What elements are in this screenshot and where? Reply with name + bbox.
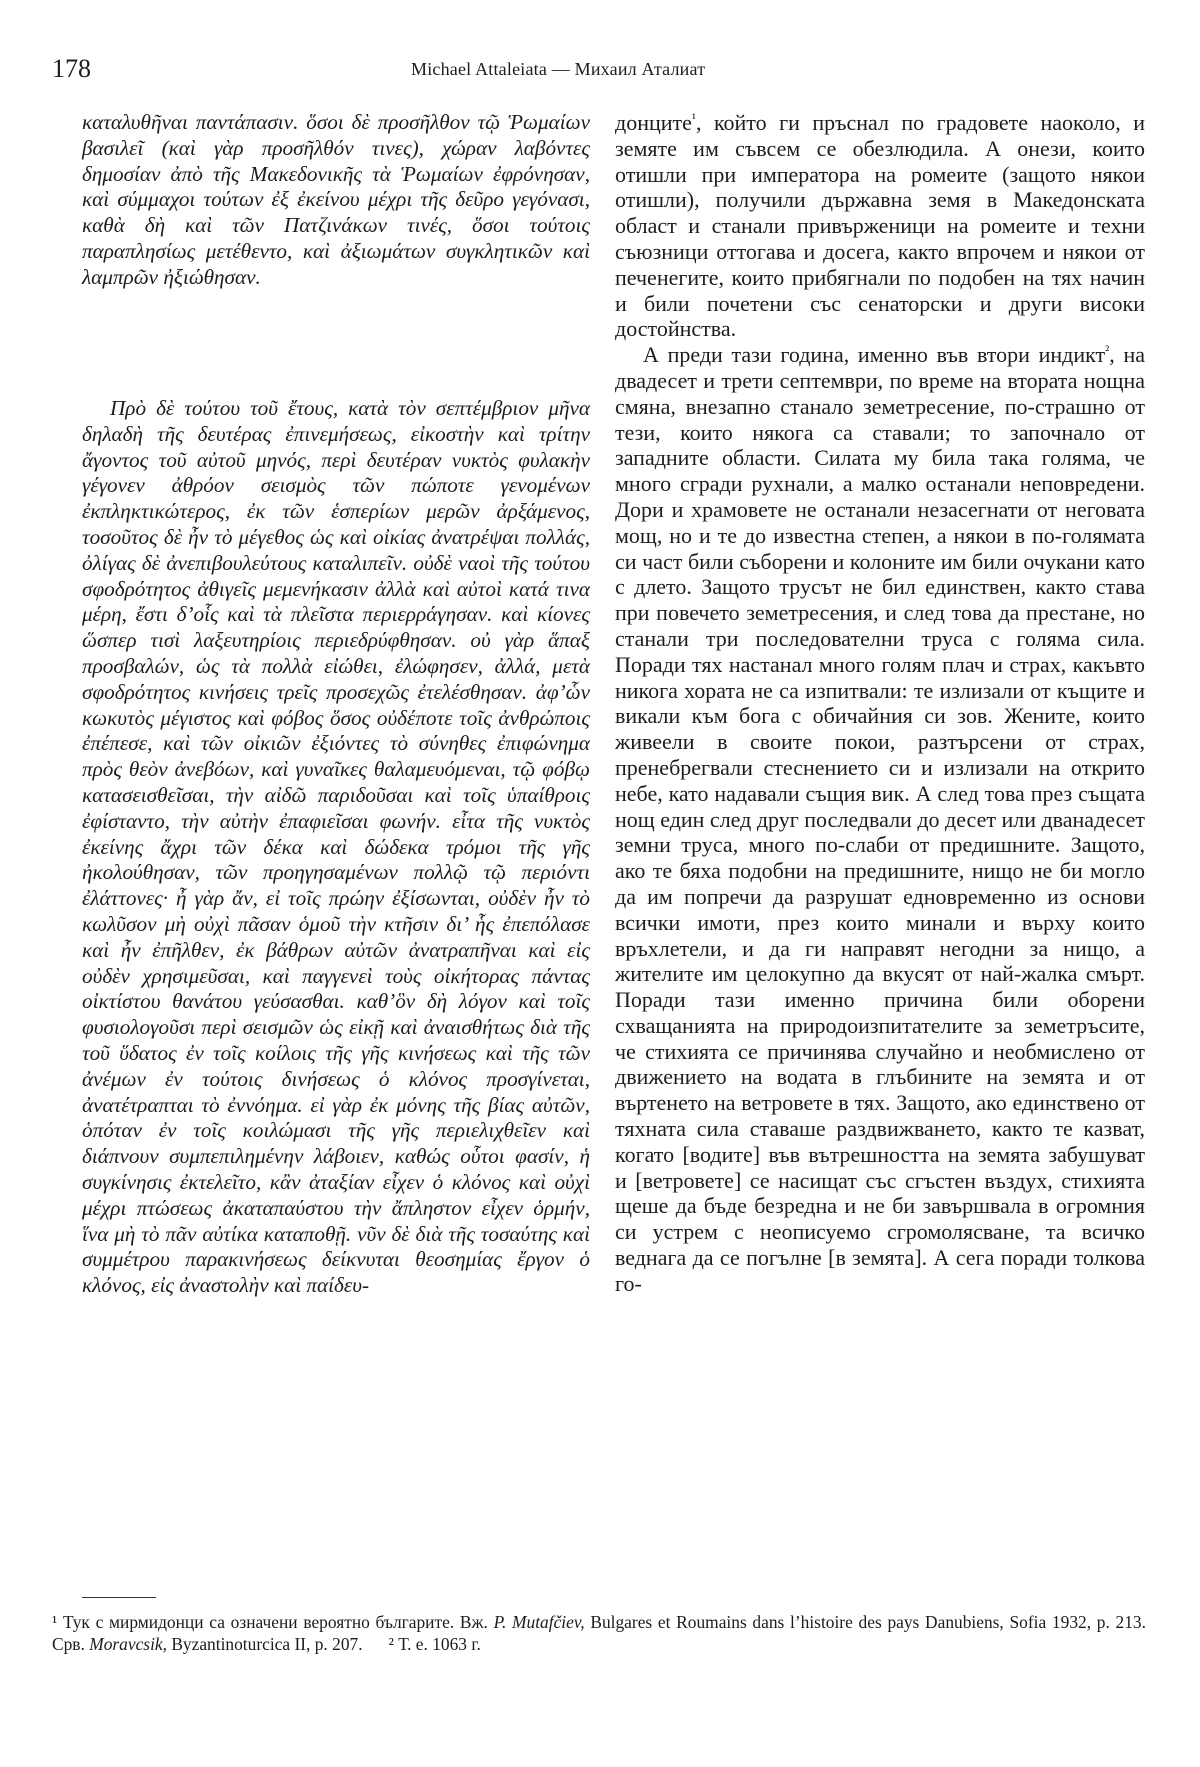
footnote-text-c: Byzantinoturcica II, p. 207. [171, 1634, 363, 1654]
greek-paragraph-1: καταλυθῆναι παντάπασιν. ὅσοι δὲ προσῆλθον τῷ Ῥωμαίων βασιλεῖ (καὶ γὰρ προσῆλθόν τινες), χώραν λαβόντες δημοσίαν ἀπὸ τῆς Μακεδονικῆς τὰ Ῥωμαίων ἐφρόνησαν, καὶ σύμμαχοι τούτων ἐξ ἐκείνου μέχρι τῆς δεῦρο γεγόνασι, καθὰ δὴ καὶ τῶν Πατζινάκων τινές, ὅσοι τούτοις παραπλησίως μετέθεντο, καὶ ἀξιωμάτων συγκλητικῶν καὶ λαμπρῶν ἠξιώθησαν. [82, 110, 590, 289]
footnotes [52, 1611, 1146, 1655]
footnote-marker-1: ¹ [52, 1612, 58, 1632]
greek-paragraph-2: Πρὸ δὲ τούτου τοῦ ἔτους, κατὰ τὸν σεπτέμβριον μῆνα δηλαδὴ τῆς δευτέρας ἐπινεμήσεως, εἰκοστὴν καὶ τρίτην ἄγοντος τοῦ αὐτοῦ μηνός, περὶ δευτέραν νυκτὸς φυλακὴν γέγονεν ἀθρόον σεισμὸς τῶν πώποτε γενομένων ἐκπληκτικώτερος, ἐκ τῶν ἑσπερίων μερῶν ἀρξάμενος, τοσοῦτος δὲ ἦν τὸ μέγεθος ὡς καὶ οἰκίας ἀνατρέψαι πολλάς, ὀλίγας δὲ ἀνεπιβουλεύτους καταλιπεῖν. οὐδὲ ναοὶ τῆς τούτου σφοδρότητος ἀθιγεῖς μεμενήκασιν ἀλλὰ καὶ αὐτοὶ κατά τινα μέρη, ἔστι δ’οἷς καὶ τὰ πλεῖστα περιερράγησαν. καὶ κίονες ὥσπερ τισὶ λαξευτηρίοις περιεδρύφθησαν. οὐ γὰρ ἅπαξ προσβαλών, ὡς τὰ πολλὰ εἰώθει, ἐλώφησεν, ἀλλά, μετὰ σφοδρότητος κινήσεις τρεῖς προσεχῶς ἐτελέσθησαν. ἀφ’ὧν κωκυτὸς μέγιστος καὶ φόβος ὅσος οὐδέποτε τοῖς ἀνθρώποις ἐπέπεσε, καὶ τῶν οἰκιῶν ἐξιόντες τὸ σύνηθες ἐπιφώνημα πρὸς θεὸν ἀνεβόων, καὶ γυναῖκες θαλαμευόμεναι, τῷ φόβῳ κατασεισθεῖσαι, τὴν αἰδῶ παριδοῦσαι καὶ τοῖς ὑπαίθροις ἐφίσταντο, τὴν αὐτὴν ἐπαφιεῖσαι φωνήν. εἶτα τῆς νυκτὸς ἐκείνης ἄχρι τῶν δέκα καὶ δώδεκα τρόμοι τῆς γῆς ἠκολούθησαν, τῶν προηγησαμένων πολλῷ τῷ περιόντι ἐλάττονες· ἦ γὰρ ἄν, εἰ τοῖς πρώην ἐξίσωνται, οὐδὲν ἦν τὸ κωλῦσον μὴ οὐχὶ πᾶσαν ὁμοῦ τὴν κτῆσιν δι’ ἧς ἐπεπόλασε καὶ ἦν ἐπῆλθεν, ἐκ βάθρων αὐτῶν ἀνατραπῆναι καὶ εἰς οὐδὲν χρησιμεῦσαι, καὶ παγγενεὶ τοὺς οἰκήτορας πάντας οἰκτίστου θανάτου γεύσασθαι. καθ’ὃν δὴ λόγον καὶ τοῖς φυσιολογοῦσι περὶ σεισμῶν ὡς εἰκῇ καὶ ἀναισθήτως διὰ τῆς τοῦ ὕδατος ἐν τοῖς κοίλοις τῆς γῆς κινήσεως καὶ τῆς τῶν ἀνέμων ἐν τούτοις δινήσεως ὁ κλόνος προσγίνεται, ἀνατέτραπται τὸ ἐννόημα. εἰ γὰρ ἐκ μόνης τῆς βίας αὐτῶν, ὁπόταν ἐν τοῖς κοιλώμασι τῆς γῆς περιελιχθεῖεν καὶ διάπνουν συμπεπιλημένην λάβοιεν, καθώς οὗτοι φασίν, ἡ συγκίνησις ἐκτελεῖτο, κἂν ἀταξίαν εἶχεν ὁ κλόνος καὶ οὐχὶ μέχρι πτώσεως ἀκαταπαύστου τὴν ἄπληστον εἶχεν ὁρμήν, ἵνα μὴ τὸ πᾶν αὐτίκα καταποθῇ. νῦν δὲ διὰ τῆς τοσαύτης καὶ συμμέτρου παρακινήσεως δείκνυται θεοσημίας ἔργον ὁ κλόνος, εἰς ἀναστολὴν καὶ παίδευ- [82, 396, 590, 1298]
greek-text-paragraph-2 [82, 396, 590, 1299]
footnote-author-1: P. Mutafčiev, [493, 1612, 585, 1632]
footnote-text-a: Тук с мирмидонци са означени вероятно българите. Вж. [62, 1612, 488, 1632]
footnote-author-2: Moravcsik, [89, 1634, 167, 1654]
footnote-separator [82, 1597, 156, 1598]
bulgarian-paragraph-2: А преди тази година, именно във втори индикт$^{^2}$, на двадесет и трети септември, по време на втората нощна смяна, внезапно станало земетресение, по-страшно от тези, които някога са ставали; то започнало от западните области. Силата му била така голяма, че много сгради рухнали, а малко останали неповредени. Дори и храмовете не останали незасегнати от неговата мощ, но и те до известна степен, а някои в по-голямата си част били съборени и колоните им били очукани като с длето. Защото трусът не бил единствен, както става при повечето земетресения, и след това да престане, но станали три последователни труса с голяма сила. Поради тях настанал много голям плач и страх, какъвто никога хората не са изпитвали: те излизали от къщите и викали към бога с обичайния си зов. Жените, които живеели в своите покои, разтърсени от страх, пренебрегвали стеснението си и излизали на открито небе, като надавали същия вик. А след това през същата нощ един след друг последвали до десет или дванадесет земни труса, много по-слаби от предишните. Защото, ако те бяха подобни на предишните, нищо не би могло да им попречи да разрушат едновременно из основи всички имоти, през които минали и върху които връхлетели, и да ги направят негодни за нищо, а жителите им целокупно да вкусят от най-жалка смърт. Поради тази именно причина били оборени схващанията на природоизпитателите за земетръсите, че стихията се причинява случайно и необмислено от движението на водата в глъбините на земята и от въртенето на ветровете в тях. Защото, ако единствено от тяхната сила ставаше раздвижването, както те казват, когато [водите] във вътрешността на земята забушуват и [ветровете] се насищат със сгъстен въздух, стихията щеше да бъде безредна и не би завършвала в огромния си устрем с неописуемо сгромолясване, та всичко веднага да се погълне [в земята]. А сега поради толкова го- [615, 342, 1145, 1296]
page-number: 178 [52, 54, 91, 83]
bulgarian-translation-column [615, 110, 1145, 1297]
bulgarian-paragraph-1: донците$^{^1}$, който ги пръснал по градовете наоколо, и земяте им съвсем се обезлюдила. А онези, които отишли при императора на ромеите (защото някои отишли), получили държавна земя в Македонската област и станали привърженици на ромеите и техни съюзници оттогава и досега, както впрочем и някои от печенегите, които прибягнали по подобен на тях начин и били почетени със сенаторски и други високи достойнства. [615, 110, 1145, 342]
running-title: Michael Attaleiata — Михаил Аталиат [411, 59, 706, 79]
footnote-text-b: Bulgares et Roumains dans l’histoire des pays Danubiens, Sofia 1932, p. 213. Срв. [52, 1612, 1146, 1654]
greek-text-paragraph-1 [82, 110, 590, 291]
footnote-2: ² Т. е. 1063 г. [388, 1634, 481, 1654]
